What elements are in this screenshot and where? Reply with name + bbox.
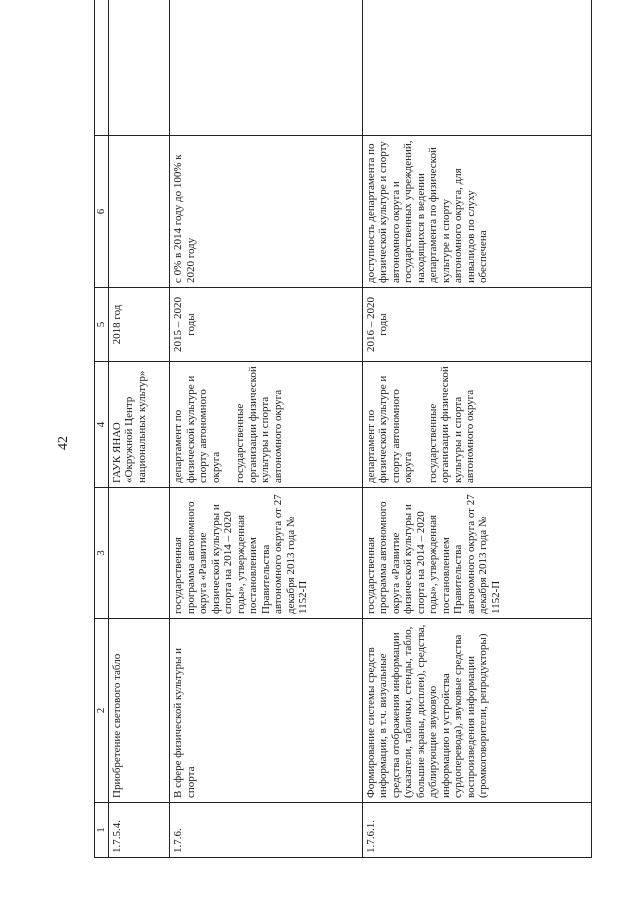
table-row [170, 0, 363, 858]
extra-cell [108, 0, 170, 136]
row-number-cell: 1.7.5.4. [108, 803, 170, 858]
executor-primary: ГАУК ЯНАО «Окружной Центр национальных культур» [110, 370, 148, 483]
executor-secondary: государственные организации физической культуры и спорта автономного округа [426, 366, 477, 483]
header-col-3: 3 [95, 488, 109, 619]
measure-name-cell: Формирование системы средств информации, в т.ч. визуальные средства отображения информации (указатели, таблички, стенды, табло, большие экраны, дисплеи), средства, дублирующие звуковую информацию и устройства сурдоперевода), звуковые средства воспроизведения информации (громкоговорители, репродукторы) [362, 619, 591, 803]
measures-table [94, 0, 592, 858]
basis-cell: государственная программа автономного округа «Развитие физической культуры и спорта на 2014 – 2020 годы», утвержденная постановлением Правительства автономного округа от 27 декабря 2013 года № 1152-П [170, 488, 363, 619]
extra-cell [362, 0, 591, 136]
basis-cell [108, 488, 170, 619]
executor-gap [222, 366, 234, 483]
extra-cell [170, 0, 363, 136]
executor-cell [108, 362, 170, 488]
executor-gap [415, 366, 427, 483]
measure-name-cell: Приобретение светового табло [108, 619, 170, 803]
executor-primary: департамент по физической культуре и спорту автономного округа [172, 375, 222, 483]
row-number-cell: 1.7.6.1. [362, 803, 591, 858]
rotated-table-wrapper [94, 32, 592, 858]
period-cell: 2016 – 2020 годы [362, 288, 591, 362]
result-cell: доступность департамента по физической культуре и спорту автономного округа и государственных учреждений, находящихся в ведении департамента по физической культуре и спорту автономного округа, для инвалидов по слуху обеспечена [362, 136, 591, 288]
header-col-5: 5 [95, 288, 109, 362]
page-number: 42 [56, 436, 71, 450]
header-col-4: 4 [95, 362, 109, 488]
row-number-cell: 1.7.6. [170, 803, 363, 858]
basis-cell: государственная программа автономного округа «Развитие физической культуры и спорта на 2014 – 2020 годы», утвержденная постановлением Правительства автономного округа от 27 декабря 2013 года № 1152-П [362, 488, 591, 619]
executor-cell [362, 362, 591, 488]
executor-cell [170, 362, 363, 488]
header-col-1: 1 [95, 803, 109, 858]
executor-primary: департамент по физической культуре и спорту автономного округа [364, 375, 415, 483]
result-cell [108, 136, 170, 288]
period-cell: 2018 год [108, 288, 170, 362]
header-col-6: 6 [95, 136, 109, 288]
executor-secondary: государственные организации физической культуры и спорта автономного округа [234, 366, 284, 483]
header-col-7 [95, 0, 109, 136]
period-cell: 2015 – 2020 годы [170, 288, 363, 362]
table-header-row [95, 0, 109, 858]
measure-name-cell: В сфере физической культуры и спорта [170, 619, 363, 803]
table-row [108, 0, 170, 858]
header-col-2: 2 [95, 619, 109, 803]
table-row [362, 0, 591, 858]
result-cell: с 0% в 2014 году до 100% к 2020 году [170, 136, 363, 288]
